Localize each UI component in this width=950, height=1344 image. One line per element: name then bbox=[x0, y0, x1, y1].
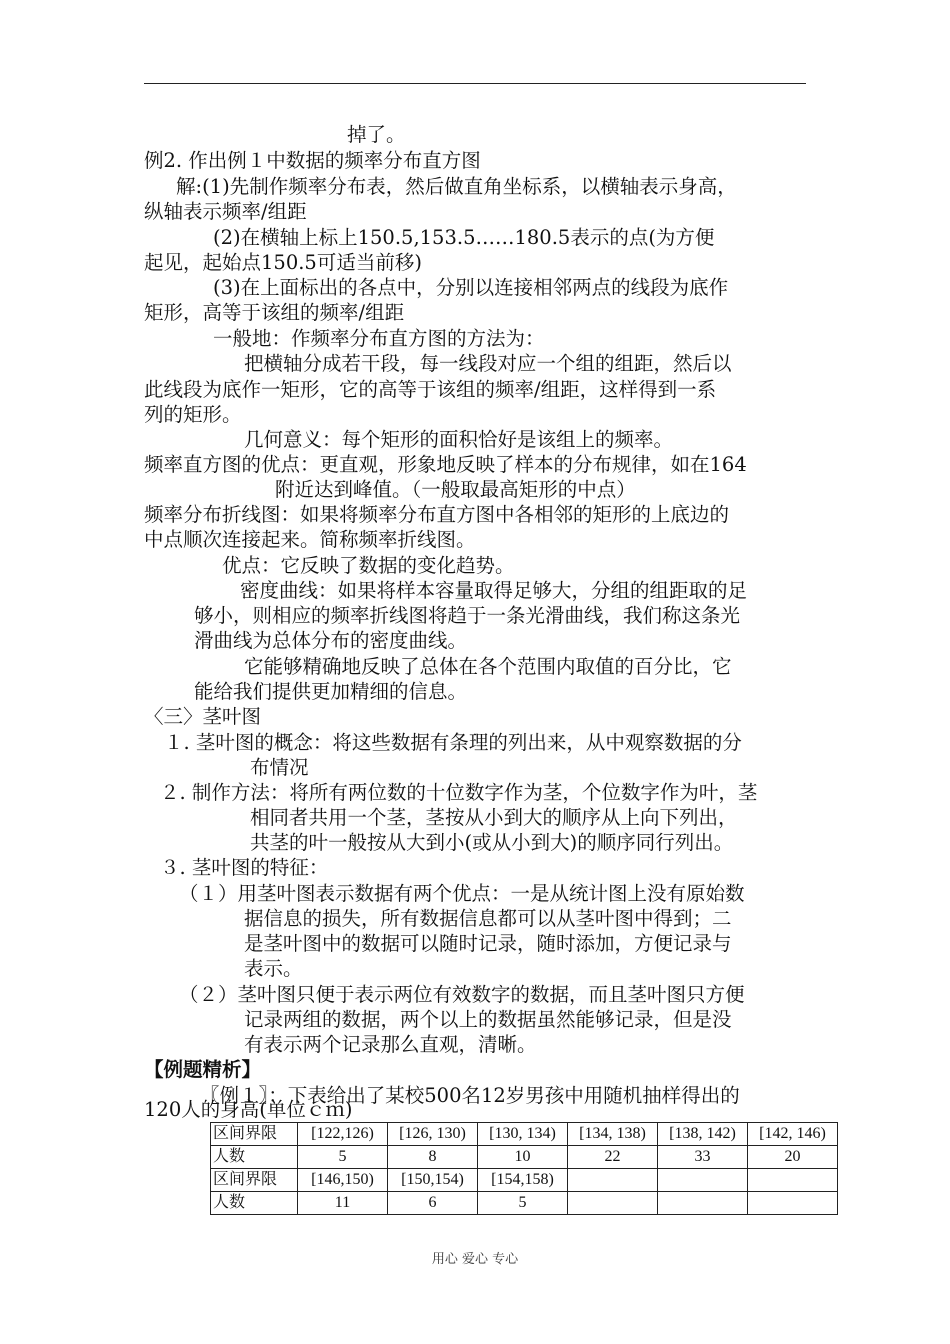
text-line: 频率分布折线图：如果将频率分布直方图中各相邻的矩形的上底边的 bbox=[144, 503, 730, 526]
table-cell bbox=[748, 1169, 838, 1192]
table-row bbox=[211, 1192, 838, 1215]
table-cell: 8 bbox=[388, 1146, 478, 1169]
page-footer: 用心 爱心 专心 bbox=[431, 1252, 519, 1267]
table-cell: 6 bbox=[388, 1192, 478, 1215]
text-line: (2)在横轴上标上150.5,153.5‥‥‥180.5表示的点(为方便 bbox=[213, 226, 715, 249]
table-cell: [150,154) bbox=[388, 1169, 478, 1192]
table-cell bbox=[658, 1169, 748, 1192]
table-cell: [138, 142) bbox=[658, 1123, 748, 1146]
table-cell: [146,150) bbox=[298, 1169, 388, 1192]
text-line: 把横轴分成若干段，每一线段对应一个组的组距，然后以 bbox=[244, 352, 732, 375]
text-line: ３. 茎叶图的特征： bbox=[160, 856, 329, 879]
text-line: 列的矩形。 bbox=[144, 403, 242, 426]
text-line: 密度曲线：如果将样本容量取得足够大，分组的组距取的足 bbox=[240, 579, 748, 602]
table-cell: [154,158) bbox=[478, 1169, 568, 1192]
table-cell: 10 bbox=[478, 1146, 568, 1169]
text-line: 频率直方图的优点：更直观，形象地反映了样本的分布规律，如在164 bbox=[144, 453, 747, 476]
text-line: 120人的身高(单位ｃｍ) bbox=[144, 1098, 353, 1121]
example-heading: 例2. 作出例１中数据的频率分布直方图 bbox=[144, 149, 481, 172]
text-line: 中点顺次连接起来。简称频率折线图。 bbox=[144, 528, 476, 551]
text-line: 解:(1)先制作频率分布表，然后做直角坐标系，以横轴表示身高， bbox=[176, 175, 737, 198]
table-cell bbox=[568, 1192, 658, 1215]
text-line: 有表示两个记录那么直观，清晰。 bbox=[244, 1033, 537, 1056]
table-cell bbox=[568, 1169, 658, 1192]
table-cell: 20 bbox=[748, 1146, 838, 1169]
text-line: （１）用茎叶图表示数据有两个优点：一是从统计图上没有原始数 bbox=[179, 882, 745, 905]
table-cell: 人数 bbox=[211, 1146, 298, 1169]
text-line: 几何意义：每个矩形的面积恰好是该组上的频率。 bbox=[244, 428, 674, 451]
table-cell: [130, 134) bbox=[478, 1123, 568, 1146]
text-line: 据信息的损失，所有数据信息都可以从茎叶图中得到；二 bbox=[244, 907, 732, 930]
text-line: 纵轴表示频率/组距 bbox=[144, 200, 307, 223]
text-line: 够小，则相应的频率折线图将趋于一条光滑曲线，我们称这条光 bbox=[194, 604, 741, 627]
table-cell bbox=[748, 1192, 838, 1215]
text-line: 矩形，高等于该组的频率/组距 bbox=[144, 301, 405, 324]
table-cell: 22 bbox=[568, 1146, 658, 1169]
text-line: 表示。 bbox=[244, 957, 303, 980]
text-line: 是茎叶图中的数据可以随时记录，随时添加，方便记录与 bbox=[244, 932, 732, 955]
text-line: ２. 制作方法：将所有两位数的十位数字作为茎，个位数字作为叶，茎 bbox=[160, 781, 758, 804]
header-rule bbox=[144, 83, 806, 84]
text-line: 能给我们提供更加精细的信息。 bbox=[194, 680, 468, 703]
text-line: 此线段为底作一矩形，它的高等于该组的频率/组距，这样得到一系 bbox=[144, 378, 717, 401]
table-row bbox=[211, 1169, 838, 1192]
table-row bbox=[211, 1146, 838, 1169]
table-row bbox=[211, 1123, 838, 1146]
text-line: 相同者共用一个茎，茎按从小到大的顺序从上向下列出， bbox=[250, 806, 738, 829]
text-line: 一般地：作频率分布直方图的方法为： bbox=[213, 327, 545, 350]
table-cell: [126, 130) bbox=[388, 1123, 478, 1146]
table-cell: 区间界限 bbox=[211, 1169, 298, 1192]
height-frequency-table bbox=[210, 1122, 838, 1215]
table-cell: [134, 138) bbox=[568, 1123, 658, 1146]
table-cell: [122,126) bbox=[298, 1123, 388, 1146]
table-cell: 5 bbox=[478, 1192, 568, 1215]
table-cell: 5 bbox=[298, 1146, 388, 1169]
table-cell bbox=[658, 1192, 748, 1215]
text-line: 〖例１〗：下表给出了某校500名12岁男孩中用随机抽样得出的 bbox=[200, 1084, 740, 1107]
table-cell: 33 bbox=[658, 1146, 748, 1169]
text-line: 布情况 bbox=[250, 756, 309, 779]
text-line: 记录两组的数据，两个以上的数据虽然能够记录，但是没 bbox=[244, 1008, 732, 1031]
table-cell: 人数 bbox=[211, 1192, 298, 1215]
table-cell: [142, 146) bbox=[748, 1123, 838, 1146]
text-line: 掉了。 bbox=[347, 123, 406, 146]
text-line: （２）茎叶图只便于表示两位有效数字的数据，而且茎叶图只方便 bbox=[179, 983, 745, 1006]
text-line: 它能够精确地反映了总体在各个范围内取值的百分比，它 bbox=[244, 655, 732, 678]
text-line: １. 茎叶图的概念：将这些数据有条理的列出来，从中观察数据的分 bbox=[164, 731, 742, 754]
table-cell: 11 bbox=[298, 1192, 388, 1215]
text-line: 起见，起始点150.5可适当前移) bbox=[144, 251, 422, 274]
text-line: 滑曲线为总体分布的密度曲线。 bbox=[194, 629, 468, 652]
section-heading: 〈三〉茎叶图 bbox=[144, 705, 262, 728]
text-line: 优点：它反映了数据的变化趋势。 bbox=[222, 554, 515, 577]
table-cell: 区间界限 bbox=[211, 1123, 298, 1146]
text-line: 共茎的叶一般按从大到小(或从小到大)的顺序同行列出。 bbox=[250, 831, 734, 854]
text-line: 附近达到峰值。（一般取最高矩形的中点） bbox=[275, 478, 636, 501]
section-heading: 【例题精析】 bbox=[144, 1058, 262, 1081]
text-line: (3)在上面标出的各点中，分别以连接相邻两点的线段为底作 bbox=[213, 276, 729, 299]
